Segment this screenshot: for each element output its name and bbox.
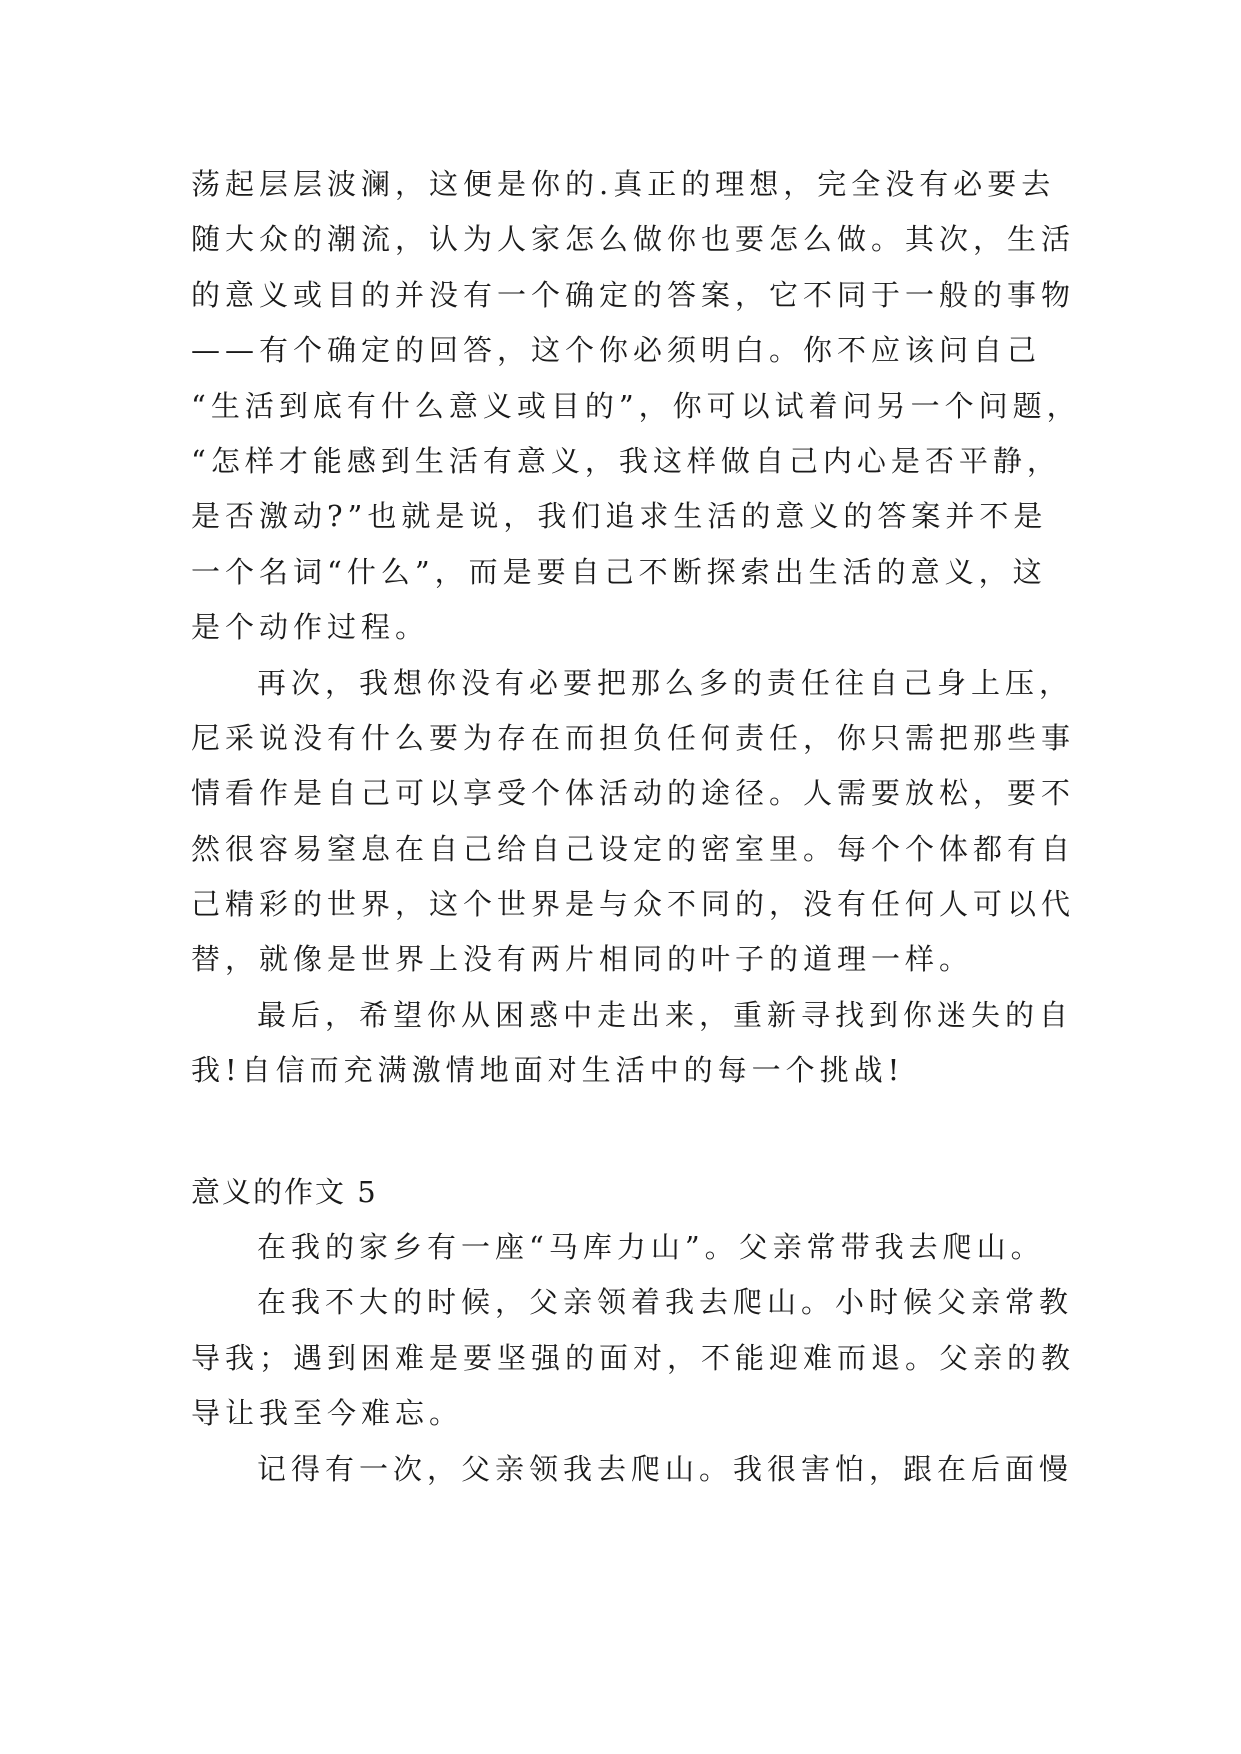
text-line: 随大众的潮流，认为人家怎么做你也要怎么做。其次，生活	[191, 222, 1076, 257]
section-heading: 意义的作文 5	[191, 1174, 378, 1209]
text-line: 己精彩的世界，这个世界是与众不同的，没有任何人可以代	[191, 887, 1076, 922]
text-line: 尼采说没有什么要为存在而担负任何责任，你只需把那些事	[191, 720, 1076, 755]
paragraph-conclusion	[191, 988, 1091, 1099]
text-line: 再次，我想你没有必要把那么多的责任往自己身上压，	[257, 665, 1074, 700]
text-line: 一个名词“什么”，而是要自己不断探索出生活的意义，这	[191, 554, 1047, 589]
text-line: 导让我至今难忘。	[191, 1396, 464, 1431]
text-line: 记得有一次，父亲领我去爬山。我很害怕，跟在后面慢	[257, 1451, 1074, 1486]
text-line: 我!自信而充满激情地面对生活中的每一个挑战!	[191, 1053, 905, 1088]
document-body	[191, 157, 1091, 1497]
text-line: 最后，希望你从困惑中走出来，重新寻找到你迷失的自	[257, 997, 1074, 1032]
text-line: 在我不大的时候，父亲领着我去爬山。小时候父亲常教	[257, 1285, 1074, 1320]
text-line: 替，就像是世界上没有两片相同的叶子的道理一样。	[191, 942, 974, 977]
essay-section	[191, 1165, 1091, 1497]
text-line: 导我；遇到困难是要坚强的面对，不能迎难而退。父亲的教	[191, 1340, 1076, 1375]
text-line: 的意义或目的并没有一个确定的答案，它不同于一般的事物	[191, 277, 1076, 312]
text-line: 是个动作过程。	[191, 610, 430, 645]
text-line: 情看作是自己可以享受个体活动的途径。人需要放松，要不	[191, 776, 1076, 811]
text-line: 然很容易窒息在自己给自己设定的密室里。每个个体都有自	[191, 831, 1076, 866]
text-line: 在我的家乡有一座“马库力山”。父亲常带我去爬山。	[257, 1230, 1045, 1265]
text-line: 荡起层层波澜，这便是你的.真正的理想，完全没有必要去	[191, 167, 1056, 201]
paragraph-responsibility	[191, 656, 1091, 988]
text-line: “生活到底有什么意义或目的”，你可以试着问另一个问题，	[191, 388, 1081, 423]
text-line: 是否激动?”也就是说，我们追求生活的意义的答案并不是	[191, 499, 1048, 534]
text-line: ——有个确定的回答，这个你必须明白。你不应该问自己	[191, 333, 1042, 368]
text-line: “怎样才能感到生活有意义，我这样做自己内心是否平静，	[191, 443, 1061, 478]
paragraph-continued	[191, 157, 1091, 656]
